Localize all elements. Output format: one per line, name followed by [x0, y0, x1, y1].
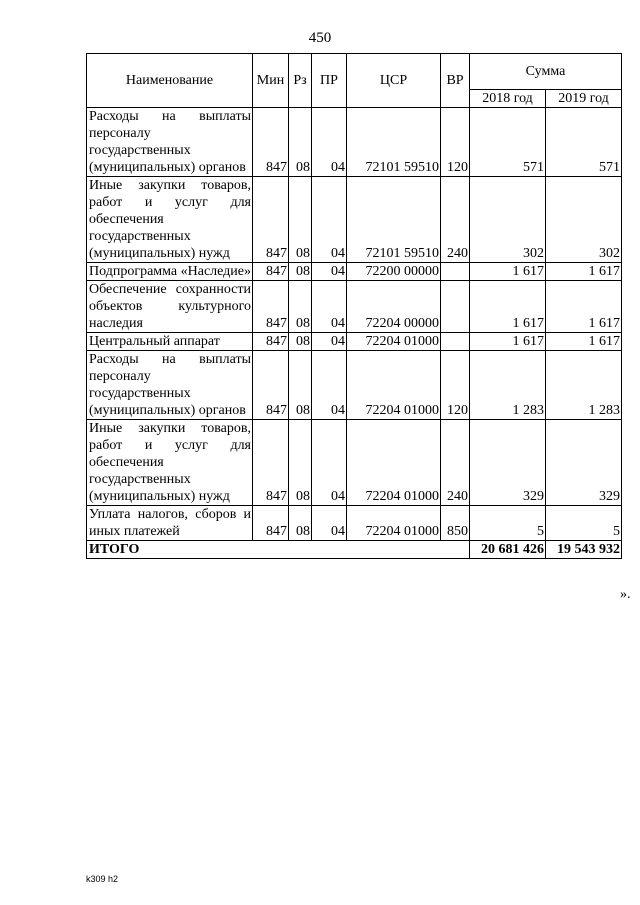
cell-2018: 329 [470, 420, 546, 506]
cell-vr [441, 263, 470, 281]
cell-vr: 120 [441, 351, 470, 420]
table-row [87, 351, 622, 420]
header-min: Мин [253, 54, 289, 108]
page-number: 450 [308, 30, 332, 46]
cell-2019: 5 [546, 506, 622, 541]
cell-min: 847 [253, 108, 289, 177]
cell-2018: 1 617 [470, 281, 546, 333]
cell-csr: 72204 01000 [347, 420, 441, 506]
cell-pr: 04 [312, 333, 347, 351]
cell-vr: 850 [441, 506, 470, 541]
cell-csr: 72204 01000 [347, 506, 441, 541]
cell-2018: 1 617 [470, 333, 546, 351]
cell-rz: 08 [289, 333, 312, 351]
cell-min: 847 [253, 420, 289, 506]
cell-name: Подпрограмма «Наследие» [87, 263, 253, 281]
cell-rz: 08 [289, 108, 312, 177]
table-row [87, 108, 622, 177]
table-body [87, 108, 622, 541]
cell-2018: 1 617 [470, 263, 546, 281]
cell-rz: 08 [289, 506, 312, 541]
total-2019: 19 543 932 [546, 541, 622, 559]
cell-2018: 1 283 [470, 351, 546, 420]
closing-quote-mark: ». [620, 587, 631, 602]
header-year-2018: 2018 год [470, 90, 546, 108]
table-row [87, 333, 622, 351]
header-csr: ЦСР [347, 54, 441, 108]
table-header-row [87, 54, 622, 90]
cell-pr: 04 [312, 351, 347, 420]
cell-pr: 04 [312, 506, 347, 541]
cell-vr: 120 [441, 108, 470, 177]
total-label: ИТОГО [87, 541, 470, 559]
cell-min: 847 [253, 281, 289, 333]
cell-name: Расходы на выплаты персоналу государственных (муниципальных) органов [87, 108, 253, 177]
cell-pr: 04 [312, 177, 347, 263]
cell-2018: 302 [470, 177, 546, 263]
header-year-2019: 2019 год [546, 90, 622, 108]
cell-csr: 72204 00000 [347, 281, 441, 333]
table-row [87, 177, 622, 263]
cell-csr: 72101 59510 [347, 177, 441, 263]
cell-2019: 1 617 [546, 333, 622, 351]
cell-pr: 04 [312, 420, 347, 506]
budget-table [86, 53, 622, 559]
table-row [87, 263, 622, 281]
cell-rz: 08 [289, 351, 312, 420]
cell-2019: 1 617 [546, 263, 622, 281]
cell-min: 847 [253, 506, 289, 541]
cell-csr: 72204 01000 [347, 333, 441, 351]
total-row [87, 541, 622, 559]
cell-rz: 08 [289, 281, 312, 333]
cell-2019: 1 283 [546, 351, 622, 420]
document-code: k309 h2 [86, 874, 119, 884]
header-pr: ПР [312, 54, 347, 108]
cell-pr: 04 [312, 108, 347, 177]
header-vr: ВР [441, 54, 470, 108]
cell-rz: 08 [289, 263, 312, 281]
cell-min: 847 [253, 177, 289, 263]
cell-2019: 571 [546, 108, 622, 177]
cell-2018: 5 [470, 506, 546, 541]
cell-2019: 1 617 [546, 281, 622, 333]
cell-rz: 08 [289, 420, 312, 506]
cell-name: Обеспечение сохранности объектов культурного наследия [87, 281, 253, 333]
cell-name: Центральный аппарат [87, 333, 253, 351]
total-2018: 20 681 426 [470, 541, 546, 559]
table-row [87, 420, 622, 506]
cell-vr [441, 333, 470, 351]
cell-min: 847 [253, 333, 289, 351]
cell-min: 847 [253, 351, 289, 420]
cell-csr: 72204 01000 [347, 351, 441, 420]
table-row [87, 506, 622, 541]
cell-csr: 72200 00000 [347, 263, 441, 281]
cell-name: Иные закупки товаров, работ и услуг для обеспечения государственных (муниципальных) нужд [87, 420, 253, 506]
cell-csr: 72101 59510 [347, 108, 441, 177]
cell-vr: 240 [441, 420, 470, 506]
cell-2018: 571 [470, 108, 546, 177]
header-name: Наименование [87, 54, 253, 108]
cell-2019: 329 [546, 420, 622, 506]
cell-pr: 04 [312, 281, 347, 333]
cell-name: Уплата налогов, сборов и иных платежей [87, 506, 253, 541]
cell-min: 847 [253, 263, 289, 281]
header-sum: Сумма [470, 54, 622, 90]
cell-2019: 302 [546, 177, 622, 263]
cell-pr: 04 [312, 263, 347, 281]
header-rz: Рз [289, 54, 312, 108]
cell-rz: 08 [289, 177, 312, 263]
cell-vr [441, 281, 470, 333]
table-row [87, 281, 622, 333]
cell-name: Расходы на выплаты персоналу государственных (муниципальных) органов [87, 351, 253, 420]
cell-vr: 240 [441, 177, 470, 263]
cell-name: Иные закупки товаров, работ и услуг для обеспечения государственных (муниципальных) нужд [87, 177, 253, 263]
